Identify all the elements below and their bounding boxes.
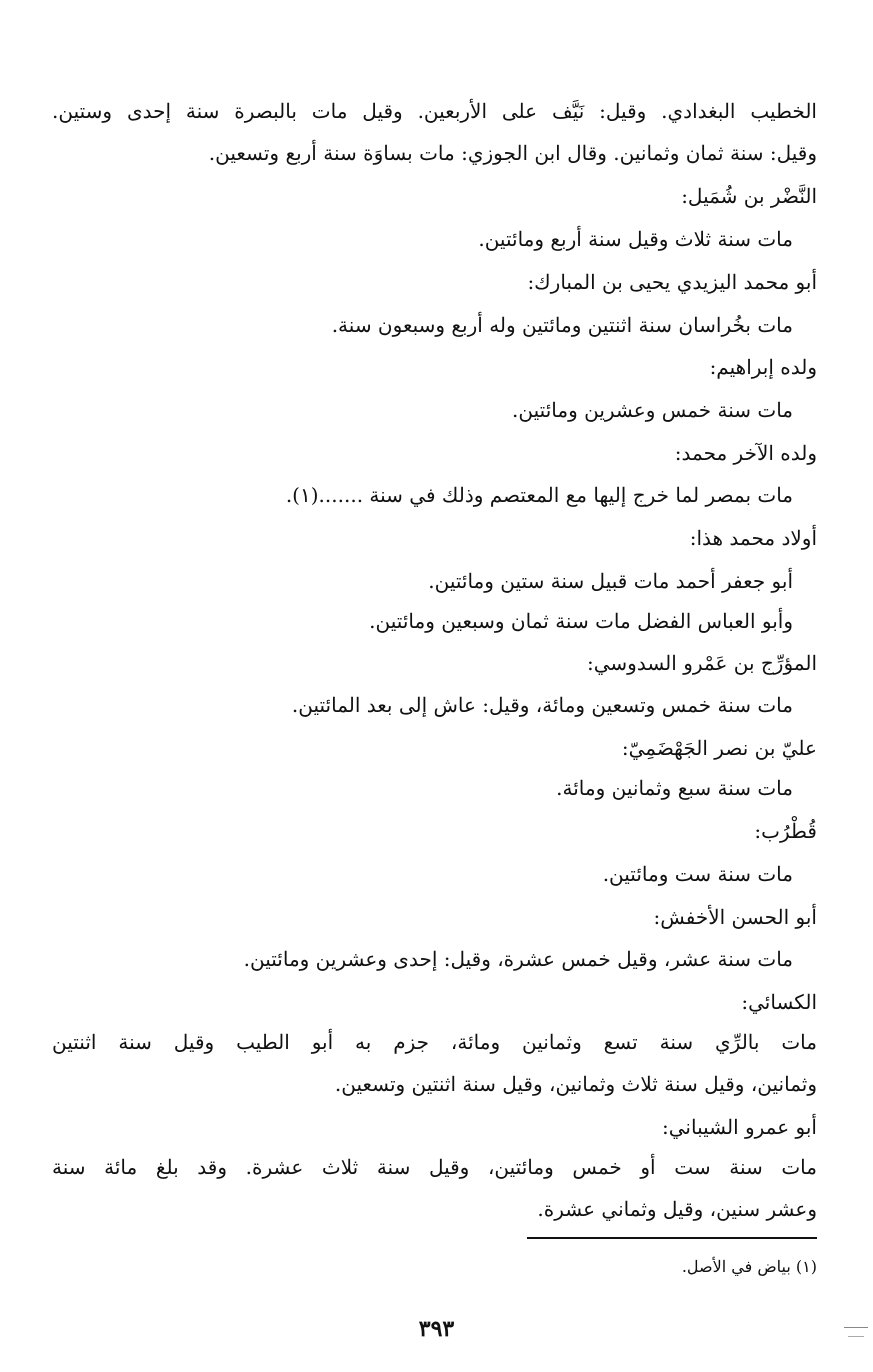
entry-text-yazidi: مات بخُراسان سنة اثنتين ومائتين وله أربع وسبعون سنة. [331, 313, 793, 337]
entry-heading-shaybani: أبو عمرو الشيباني: [662, 1115, 817, 1139]
entry-heading-jahdami: عليّ بن نصر الجَهْضَمِيّ: [621, 736, 817, 760]
scan-mark-2 [848, 1336, 864, 1337]
entry-heading-nadr: النَّضْر بن شُمَيل: [681, 184, 817, 208]
entry-heading-qutrub: قُطْرُب: [754, 819, 817, 843]
footnote-divider [527, 1237, 817, 1239]
entry-heading-kisai: الكسائي: [741, 990, 817, 1014]
text-line-1: الخطيب البغدادي. وقيل: نَيَّف على الأربعين. وقيل مات بالبصرة سنة إحدى وستين. [52, 99, 817, 123]
text-line-2: وقيل: سنة ثمان وثمانين. وقال ابن الجوزي: مات بساوَة سنة أربع وتسعين. [208, 141, 817, 165]
entry-text-shaybani-1: مات سنة ست أو خمس ومائتين، وقيل سنة ثلاث عشرة. وقد بلغ مائة سنة [52, 1155, 817, 1179]
entry-text-jahdami: مات سنة سبع وثمانين ومائة. [556, 776, 793, 800]
scan-mark [844, 1327, 868, 1328]
entry-text-abu-abbas: وأبو العباس الفضل مات سنة ثمان وسبعين ومائتين. [369, 609, 793, 633]
page-number: ٣٩٣ [418, 1316, 455, 1342]
entry-heading-muhammad: ولده الآخر محمد: [674, 441, 817, 465]
footnote: (١) بياض في الأصل. [681, 1257, 817, 1276]
entry-text-shaybani-2: وعشر سنين، وقيل وثماني عشرة. [537, 1197, 817, 1221]
entry-heading-muarrij: المؤرِّج بن عَمْرو السدوسي: [587, 651, 817, 675]
entry-text-qutrub: مات سنة ست ومائتين. [602, 862, 793, 886]
entry-heading-yazidi: أبو محمد اليزيدي يحيى بن المبارك: [527, 270, 817, 294]
entry-text-muarrij: مات سنة خمس وتسعين ومائة، وقيل: عاش إلى بعد المائتين. [291, 693, 793, 717]
entry-heading-akhfash: أبو الحسن الأخفش: [653, 905, 817, 929]
entry-text-abu-jafar: أبو جعفر أحمد مات قبيل سنة ستين ومائتين. [428, 569, 793, 593]
entry-text-ibrahim: مات سنة خمس وعشرين ومائتين. [512, 398, 793, 422]
entry-heading-children: أولاد محمد هذا: [689, 526, 817, 550]
entry-text-nadr: مات سنة ثلاث وقيل سنة أربع ومائتين. [478, 227, 793, 251]
entry-text-muhammad: مات بمصر لما خرج إليها مع المعتصم وذلك في سنة .......(١). [285, 483, 793, 507]
entry-text-kisai-2: وثمانين، وقيل سنة ثلاث وثمانين، وقيل سنة اثنتين وتسعين. [334, 1072, 817, 1096]
entry-text-akhfash: مات سنة عشر، وقيل خمس عشرة، وقيل: إحدى وعشرين ومائتين. [243, 947, 793, 971]
entry-text-kisai-1: مات بالرِّي سنة تسع وثمانين ومائة، جزم به أبو الطيب وقيل سنة اثنتين [52, 1030, 817, 1054]
entry-heading-ibrahim: ولده إبراهيم: [709, 355, 817, 379]
